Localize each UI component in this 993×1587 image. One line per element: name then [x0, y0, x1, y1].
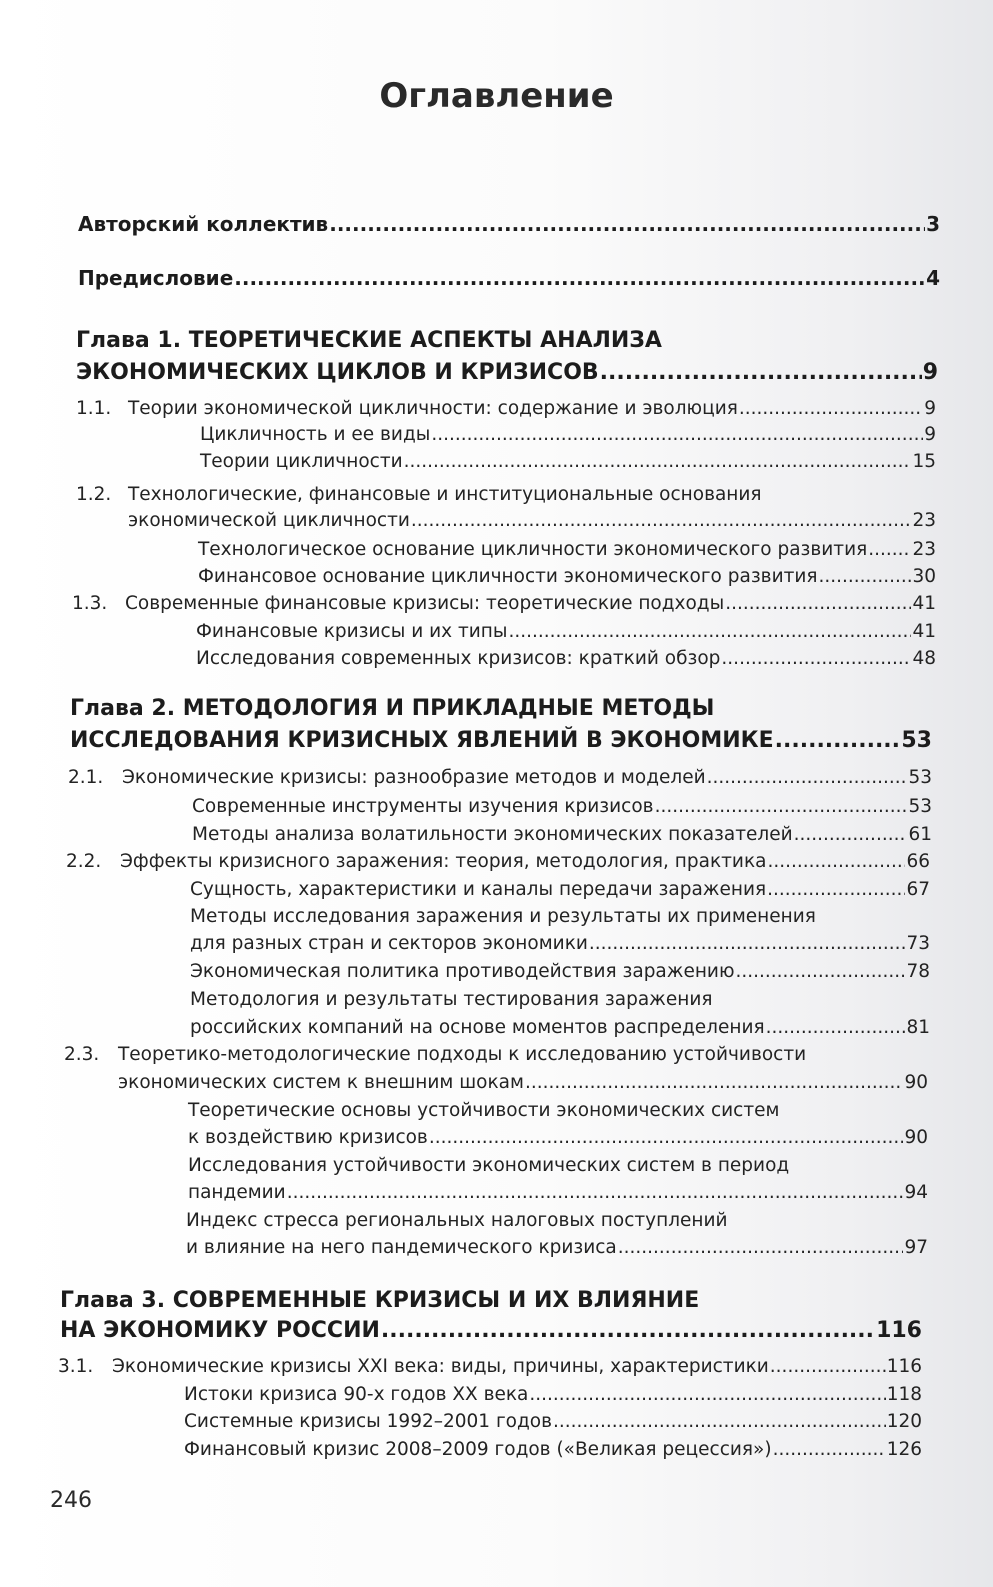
toc-leader-dots — [773, 1439, 886, 1460]
toc-entry-label: для разных стран и секторов экономики — [190, 933, 588, 954]
toc-leader-dots — [429, 1127, 904, 1148]
toc-page-number: 90 — [904, 1127, 928, 1148]
toc-leader-dots — [411, 510, 912, 531]
toc-entry-label: и влияние на него пандемического кризиса — [186, 1237, 617, 1258]
toc-entry-section-2-1[interactable] — [122, 767, 932, 788]
toc-entry-subsection[interactable] — [196, 621, 936, 642]
section-number: 3.1. — [58, 1356, 94, 1377]
toc-entry-label: ИССЛЕДОВАНИЯ КРИЗИСНЫХ ЯВЛЕНИЙ В ЭКОНОМИКЕ — [70, 728, 774, 753]
toc-entry-section-3-1[interactable] — [112, 1356, 922, 1377]
toc-entry-label: Исследования современных кризисов: краткий обзор — [196, 648, 721, 669]
toc-entry-label: Теории экономической цикличности: содержание и эволюция — [128, 398, 738, 419]
subsection-title-line1: Исследования устойчивости экономических систем в период — [188, 1155, 790, 1176]
toc-entry-label: Современные финансовые кризисы: теоретические подходы — [125, 593, 725, 614]
toc-leader-dots — [508, 621, 911, 642]
toc-entry-chapter-2[interactable] — [70, 728, 932, 753]
toc-leader-dots — [618, 1237, 904, 1258]
toc-leader-dots — [234, 266, 925, 290]
section-number: 1.1. — [76, 398, 112, 419]
toc-entry-subsection[interactable] — [188, 1182, 928, 1203]
subsection-title-line1: Теоретические основы устойчивости экономических систем — [188, 1100, 780, 1121]
toc-leader-dots — [404, 451, 912, 472]
toc-page-number: 53 — [908, 796, 932, 817]
section-number: 2.2. — [66, 851, 102, 872]
toc-page-number: 66 — [906, 851, 930, 872]
toc-page-number: 97 — [904, 1237, 928, 1258]
toc-page-number: 41 — [912, 593, 936, 614]
toc-entry-label: Финансовое основание цикличности экономического развития — [198, 566, 818, 587]
toc-page-number: 67 — [906, 879, 930, 900]
toc-page-number: 90 — [904, 1072, 928, 1093]
toc-page-number: 120 — [886, 1411, 922, 1432]
toc-entry-subsection[interactable] — [184, 1411, 922, 1432]
toc-leader-dots — [721, 648, 911, 669]
toc-entry-label: Предисловие — [78, 266, 234, 290]
toc-entry-preface[interactable] — [78, 266, 940, 290]
toc-page-number: 126 — [886, 1439, 922, 1460]
toc-leader-dots — [767, 851, 905, 872]
toc-leader-dots — [529, 1384, 885, 1405]
toc-entry-label: Финансовый кризис 2008–2009 годов («Великая рецессия») — [184, 1439, 772, 1460]
toc-page-number: 9 — [922, 360, 938, 385]
toc-page-number: 78 — [906, 961, 930, 982]
toc-entry-section-1-3[interactable] — [125, 593, 936, 614]
toc-page-number: 3 — [926, 212, 940, 236]
page-title: Оглавление — [379, 76, 614, 116]
toc-entry-label: Экономическая политика противодействия заражению — [190, 961, 735, 982]
toc-leader-dots — [655, 796, 908, 817]
toc-leader-dots — [725, 593, 911, 614]
subsection-title-line1: Методы исследования заражения и результаты их применения — [190, 906, 816, 927]
toc-page-number: 41 — [912, 621, 936, 642]
toc-entry-subsection[interactable] — [190, 879, 930, 900]
toc-page-number: 81 — [906, 1017, 930, 1038]
toc-entry-label: пандемии — [188, 1182, 286, 1203]
toc-entry-subsection[interactable] — [188, 1127, 928, 1148]
toc-leader-dots — [589, 933, 906, 954]
toc-entry-subsection[interactable] — [198, 566, 936, 587]
toc-leader-dots — [600, 360, 922, 385]
toc-entry-label: экономической цикличности — [128, 510, 410, 531]
toc-entry-label: Теории цикличности — [200, 451, 403, 472]
section-number: 1.2. — [76, 484, 112, 505]
toc-page-number: 23 — [912, 539, 936, 560]
toc-entry-subsection[interactable] — [200, 451, 936, 472]
toc-page-number: 53 — [901, 728, 932, 753]
toc-entry-label: к воздействию кризисов — [188, 1127, 428, 1148]
toc-entry-subsection[interactable] — [184, 1384, 922, 1405]
toc-entry-section-1-2[interactable] — [128, 510, 936, 531]
toc-entry-label: Сущность, характеристики и каналы передачи заражения — [190, 879, 767, 900]
toc-page-number: 73 — [906, 933, 930, 954]
toc-leader-dots — [329, 212, 925, 236]
toc-page-number: 30 — [912, 566, 936, 587]
toc-leader-dots — [766, 1017, 906, 1038]
toc-entry-label: Истоки кризиса 90-х годов XX века — [184, 1384, 529, 1405]
toc-page-number: 48 — [912, 648, 936, 669]
toc-entry-subsection[interactable] — [196, 648, 936, 669]
section-number: 1.3. — [72, 593, 108, 614]
toc-entry-label: Современные инструменты изучения кризисов — [192, 796, 654, 817]
toc-page-number: 116 — [886, 1356, 922, 1377]
toc-entry-section-2-2[interactable] — [120, 851, 930, 872]
toc-entry-subsection[interactable] — [190, 1017, 930, 1038]
toc-entry-label: Экономические кризисы XXI века: виды, причины, характеристики — [112, 1356, 769, 1377]
toc-leader-dots — [775, 728, 901, 753]
toc-leader-dots — [770, 1356, 886, 1377]
chapter-3-title-line1: Глава 3. СОВРЕМЕННЫЕ КРИЗИСЫ И ИХ ВЛИЯНИЕ — [60, 1288, 700, 1313]
toc-page-number: 23 — [912, 510, 936, 531]
toc-leader-dots — [553, 1411, 886, 1432]
toc-entry-subsection[interactable] — [190, 961, 930, 982]
toc-entry-label: российских компаний на основе моментов распределения — [190, 1017, 765, 1038]
toc-entry-label: Цикличность и ее виды — [200, 424, 431, 445]
toc-leader-dots — [739, 398, 923, 419]
page-number: 246 — [50, 1488, 92, 1513]
toc-entry-label: Финансовые кризисы и их типы — [196, 621, 508, 642]
toc-leader-dots — [381, 1318, 875, 1343]
chapter-1-title-line1: Глава 1. ТЕОРЕТИЧЕСКИЕ АСПЕКТЫ АНАЛИЗА — [76, 328, 662, 353]
toc-entry-subsection[interactable] — [190, 933, 930, 954]
toc-page-number: 9 — [924, 424, 936, 445]
toc-entry-label: Экономические кризисы: разнообразие методов и моделей — [122, 767, 706, 788]
toc-page-number: 15 — [912, 451, 936, 472]
chapter-2-title-line1: Глава 2. МЕТОДОЛОГИЯ И ПРИКЛАДНЫЕ МЕТОДЫ — [70, 696, 715, 721]
toc-entry-section-1-1[interactable] — [128, 398, 936, 419]
toc-entry-subsection[interactable] — [192, 796, 932, 817]
toc-entry-subsection[interactable] — [184, 1439, 922, 1460]
toc-entry-label: Эффекты кризисного заражения: теория, методология, практика — [120, 851, 767, 872]
toc-entry-subsection[interactable] — [186, 1237, 928, 1258]
toc-entry-label: Методы анализа волатильности экономических показателей — [192, 824, 793, 845]
toc-entry-subsection[interactable] — [200, 424, 936, 445]
toc-leader-dots — [736, 961, 906, 982]
toc-leader-dots — [707, 767, 908, 788]
toc-leader-dots — [287, 1182, 904, 1203]
toc-leader-dots — [767, 879, 905, 900]
section-number: 2.1. — [68, 767, 104, 788]
toc-leader-dots — [868, 539, 911, 560]
toc-page-number: 116 — [876, 1318, 922, 1343]
toc-entry-subsection[interactable] — [192, 824, 932, 845]
toc-entry-chapter-1[interactable] — [76, 360, 938, 385]
toc-entry-authors[interactable] — [78, 212, 940, 236]
toc-entry-label: Системные кризисы 1992–2001 годов — [184, 1411, 552, 1432]
toc-leader-dots — [431, 424, 923, 445]
toc-page-number: 118 — [886, 1384, 922, 1405]
toc-page-number: 4 — [926, 266, 940, 290]
toc-entry-chapter-3[interactable] — [60, 1318, 922, 1343]
toc-entry-label: экономических систем к внешним шокам — [118, 1072, 524, 1093]
toc-leader-dots — [525, 1072, 904, 1093]
toc-page-number: 94 — [904, 1182, 928, 1203]
subsection-title-line1: Методология и результаты тестирования заражения — [190, 989, 713, 1010]
section-number: 2.3. — [64, 1044, 100, 1065]
toc-entry-label: Технологическое основание цикличности экономического развития — [198, 539, 868, 560]
toc-page-number: 61 — [908, 824, 932, 845]
toc-page-number: 9 — [924, 398, 936, 419]
toc-leader-dots — [794, 824, 908, 845]
toc-entry-section-2-3[interactable] — [118, 1072, 928, 1093]
toc-entry-label: ЭКОНОМИЧЕСКИХ ЦИКЛОВ И КРИЗИСОВ — [76, 360, 599, 385]
toc-entry-subsection[interactable] — [198, 539, 936, 560]
toc-page-number: 53 — [908, 767, 932, 788]
toc-leader-dots — [819, 566, 912, 587]
section-title-line1: Теоретико-методологические подходы к исследованию устойчивости — [118, 1044, 807, 1065]
toc-entry-label: НА ЭКОНОМИКУ РОССИИ — [60, 1318, 380, 1343]
section-title-line1: Технологические, финансовые и институциональные основания — [128, 484, 762, 505]
toc-entry-label: Авторский коллектив — [78, 212, 329, 236]
subsection-title-line1: Индекс стресса региональных налоговых поступлений — [186, 1210, 728, 1231]
